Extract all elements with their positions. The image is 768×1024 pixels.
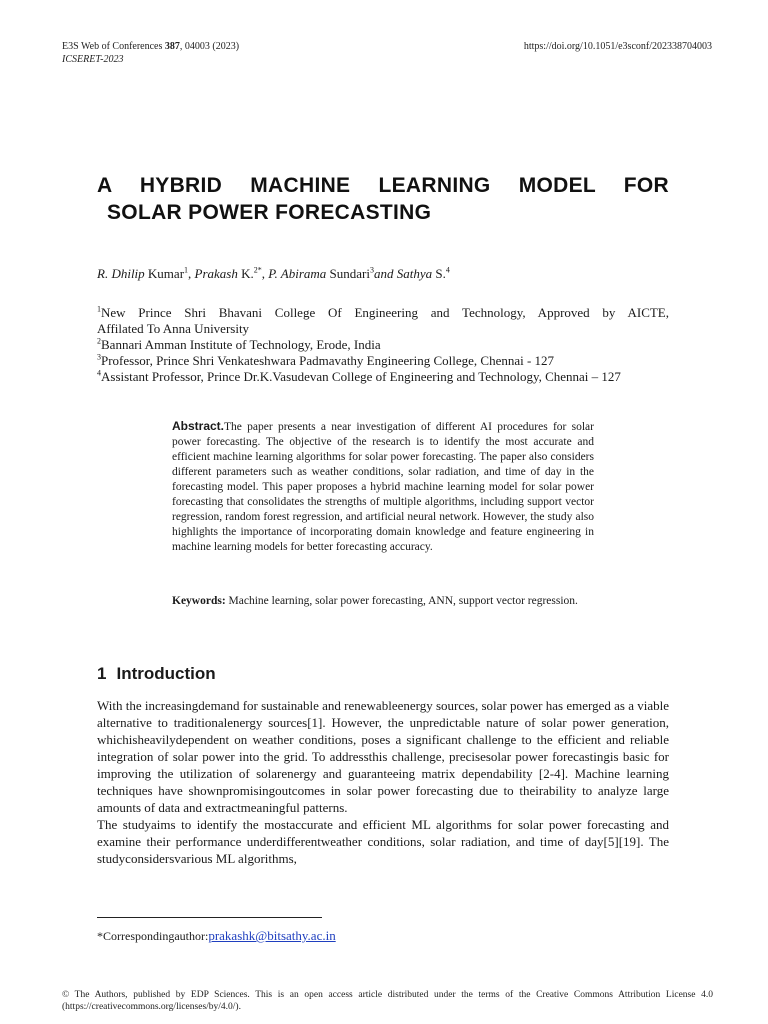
title-line-2: SOLAR POWER FORECASTING (107, 201, 432, 224)
body-text (97, 697, 669, 867)
section-heading (97, 664, 216, 684)
paragraph: The studyaims to identify the mostaccurate and efficient ML algorithms for solar power forecasting and examine their performance underdifferentweather conditions, solar radiation, and time of day[5][19]. The studyconsidersvarious ML algorithms, (97, 817, 669, 866)
paragraph: With the increasingdemand for sustainable and renewableenergy sources, solar power has emerged as a viable alternative to traditionalenergy sources[1]. However, the unpredictable nature of solar power generation, whichisheavilydependent on weather conditions, poses a significant challenge to the efficient and reliable integration of solar power into the grid. To addressthis challenge, precisesolar power forecastingis basic for improving the utilization of solarenergy and guaranteeing matrix dependability [2-4]. Machine learning techniques have shownpromisingoutcomes in solar power forecasting due to theirability to analyze large amounts of data and extractmeaningful patterns. (97, 698, 669, 815)
keywords (172, 594, 594, 609)
doi-link[interactable]: https://doi.org/10.1051/e3sconf/202338704003 (523, 41, 712, 52)
keywords-label: Keywords: (172, 595, 226, 607)
author: P. Abirama Sundari$^3$ (268, 265, 374, 281)
affiliation: $^3$Professor, Prince Shri Venkateshwara Padmavathy Engineering College, Chennai - 127 (97, 352, 555, 368)
affiliation-continued: Affilated To Anna University (97, 321, 250, 336)
conference-name: ICSERET-2023 (62, 54, 124, 65)
section-title: Introduction (116, 664, 216, 683)
affiliation: $^2$Bannari Amman Institute of Technology, Erode, India (97, 336, 381, 352)
author: R. Dhilip Kumar$^1$, (97, 265, 195, 281)
affiliation: $^1$New Prince Shri Bhavani College Of Engineering and Technology, Approved by AICTE, (97, 304, 669, 320)
journal-citation: E3S Web of Conferences 387, 04003 (2023) (62, 41, 240, 52)
keywords-text: Machine learning, solar power forecasting, ANN, support vector regression. (225, 595, 578, 607)
footnote (97, 928, 336, 944)
affiliations (97, 305, 669, 385)
email-link[interactable]: prakashk@bitsathy.ac.in (208, 928, 336, 943)
author: Prakash K.$^{2*}$, (194, 265, 269, 281)
footnote-divider (97, 917, 322, 918)
abstract-label: Abstract. (172, 419, 225, 433)
volume-number: 387 (164, 41, 180, 52)
abstract (172, 419, 594, 555)
author-list (97, 265, 450, 282)
author: and Sathya S.$^4$ (374, 265, 450, 281)
running-header (62, 40, 239, 66)
affiliation: $^4$Assistant Professor, Prince Dr.K.Vasudevan College of Engineering and Technology, Chennai – 127 (97, 368, 621, 384)
license-notice: © The Authors, published by EDP Sciences. This is an open access article distributed under the terms of the Creative Commons Attribution License 4.0 (https://creativecommons.org/licenses/by/4.0/). (62, 990, 713, 1012)
abstract-text: The paper presents a near investigation of different AI procedures for solar power forecasting. The objective of the research is to identify the most accurate and efficient machine learning algorithms for solar power forecasting. The paper also considers different parameters such as weather conditions, solar radiation, and time of day in the forecasting model. This paper proposes a hybrid machine learning model for solar power forecasting that consolidates the strengths of multiple algorithms, including support vector regression, random forest regression, and artificial neural network. However, the study also highlights the importance of incorporating domain knowledge and feature engineering in machine learning models for better forecasting accuracy. (172, 421, 594, 553)
title-line-1: A HYBRID MACHINE LEARNING MODEL FOR (97, 174, 669, 197)
paper-title (97, 172, 669, 226)
section-number: 1 (97, 664, 107, 683)
footnote-label: *Correspondingauthor: (97, 929, 209, 943)
